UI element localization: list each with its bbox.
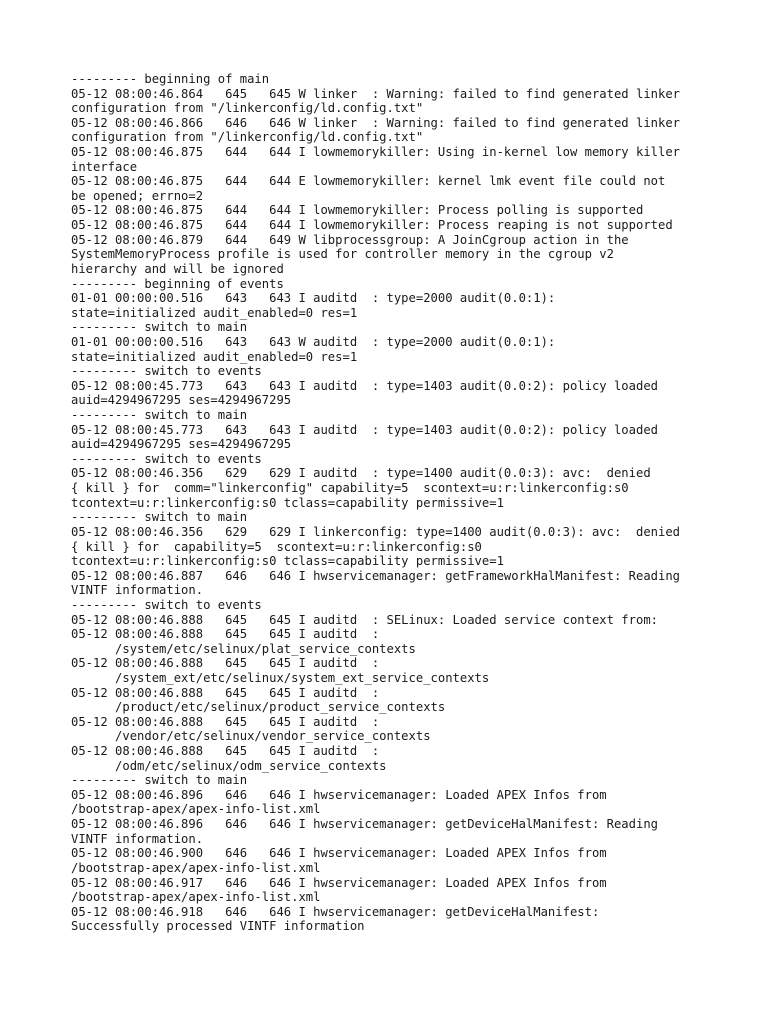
log-line: 05-12 08:00:46.888 645 645 I auditd : [71,714,380,729]
log-line: tcontext=u:r:linkerconfig:s0 tclass=capability permissive=1 [71,495,504,510]
log-buffer-separator: --------- beginning of main [71,72,270,86]
log-line: 05-12 08:00:46.888 645 645 I auditd : [71,627,380,642]
log-line: 05-12 08:00:45.773 643 643 I auditd : type=1403 audit(0.0:2): policy loaded [71,422,658,437]
log-line: 05-12 08:00:46.864 645 645 W linker : Warning: failed to find generated linker [71,86,681,101]
log-line: Successfully processed VINTF information [71,919,365,934]
log-line: 01-01 00:00:00.516 643 643 I auditd : type=2000 audit(0.0:1): [71,291,556,306]
log-line: 05-12 08:00:46.888 645 645 I auditd : [71,656,380,671]
log-buffer-separator: --------- beginning of events [71,276,284,291]
log-buffer-separator: --------- switch to events [71,597,262,612]
log-line: auid=4294967295 ses=4294967295 [71,393,292,408]
log-line: 05-12 08:00:46.356 629 629 I linkerconfig: type=1400 audit(0.0:3): avc: denied [71,524,681,539]
log-line: 05-12 08:00:46.896 646 646 I hwservicemanager: Loaded APEX Infos from [71,787,607,802]
log-line: state=initialized audit_enabled=0 res=1 [71,349,358,364]
log-line: /bootstrap-apex/apex-info-list.xml [71,802,321,817]
log-line: 05-12 08:00:46.875 644 644 I lowmemorykiller: Using in-kernel low memory killer [71,145,681,160]
log-buffer-separator: --------- switch to main [71,320,248,335]
log-line: 05-12 08:00:46.918 646 646 I hwservicemanager: getDeviceHalManifest: [71,904,600,919]
log-line: state=initialized audit_enabled=0 res=1 [71,305,358,320]
log-line: { kill } for comm="linkerconfig" capability=5 scontext=u:r:linkerconfig:s0 [71,481,629,496]
log-line: /bootstrap-apex/apex-info-list.xml [71,860,321,875]
log-line: 05-12 08:00:46.866 646 646 W linker : Warning: failed to find generated linker [71,115,681,130]
log-buffer-separator: --------- switch to main [71,510,248,525]
log-line: /system/etc/selinux/plat_service_contexts [71,641,416,656]
log-line: 05-12 08:00:46.900 646 646 I hwservicemanager: Loaded APEX Infos from [71,846,607,861]
log-line: VINTF information. [71,831,204,846]
log-output [71,72,761,934]
log-buffer-separator: --------- switch to events [71,364,262,379]
log-line: auid=4294967295 ses=4294967295 [71,437,292,452]
log-line: configuration from "/linkerconfig/ld.config.txt" [71,130,424,145]
log-line: interface [71,159,138,174]
log-line: /odm/etc/selinux/odm_service_contexts [71,758,387,773]
log-line: hierarchy and will be ignored [71,261,284,276]
log-buffer-separator: --------- switch to main [71,773,248,788]
log-line: 05-12 08:00:46.875 644 644 I lowmemorykiller: Process reaping is not supported [71,218,673,233]
log-line: SystemMemoryProcess profile is used for controller memory in the cgroup v2 [71,247,614,262]
log-line: VINTF information. [71,583,204,598]
log-line: 05-12 08:00:46.356 629 629 I auditd : type=1400 audit(0.0:3): avc: denied [71,466,651,481]
log-line: 05-12 08:00:46.888 645 645 I auditd : [71,685,380,700]
log-line: 05-12 08:00:46.879 644 649 W libprocessgroup: A JoinCgroup action in the [71,232,629,247]
log-line: { kill } for capability=5 scontext=u:r:linkerconfig:s0 [71,539,482,554]
log-line: /bootstrap-apex/apex-info-list.xml [71,890,321,905]
log-line: /system_ext/etc/selinux/system_ext_service_contexts [71,670,490,685]
log-buffer-separator: --------- switch to events [71,451,262,466]
log-line: 01-01 00:00:00.516 643 643 W auditd : type=2000 audit(0.0:1): [71,334,556,349]
log-line: 05-12 08:00:45.773 643 643 I auditd : type=1403 audit(0.0:2): policy loaded [71,378,658,393]
log-line: configuration from "/linkerconfig/ld.config.txt" [71,101,424,116]
log-line: 05-12 08:00:46.875 644 644 E lowmemorykiller: kernel lmk event file could not [71,174,666,189]
log-line: 05-12 08:00:46.888 645 645 I auditd : SELinux: Loaded service context from: [71,612,658,627]
log-line: 05-12 08:00:46.896 646 646 I hwservicemanager: getDeviceHalManifest: Reading [71,817,658,832]
log-line: 05-12 08:00:46.888 645 645 I auditd : [71,744,380,759]
log-line: /product/etc/selinux/product_service_contexts [71,700,446,715]
log-line: tcontext=u:r:linkerconfig:s0 tclass=capability permissive=1 [71,554,504,569]
log-line: /vendor/etc/selinux/vendor_service_contexts [71,729,431,744]
log-buffer-separator: --------- switch to main [71,408,248,423]
log-line: 05-12 08:00:46.875 644 644 I lowmemorykiller: Process polling is supported [71,203,644,218]
log-line: be opened; errno=2 [71,188,204,203]
log-line: 05-12 08:00:46.887 646 646 I hwservicemanager: getFrameworkHalManifest: Reading [71,568,681,583]
log-line: 05-12 08:00:46.917 646 646 I hwservicemanager: Loaded APEX Infos from [71,875,607,890]
